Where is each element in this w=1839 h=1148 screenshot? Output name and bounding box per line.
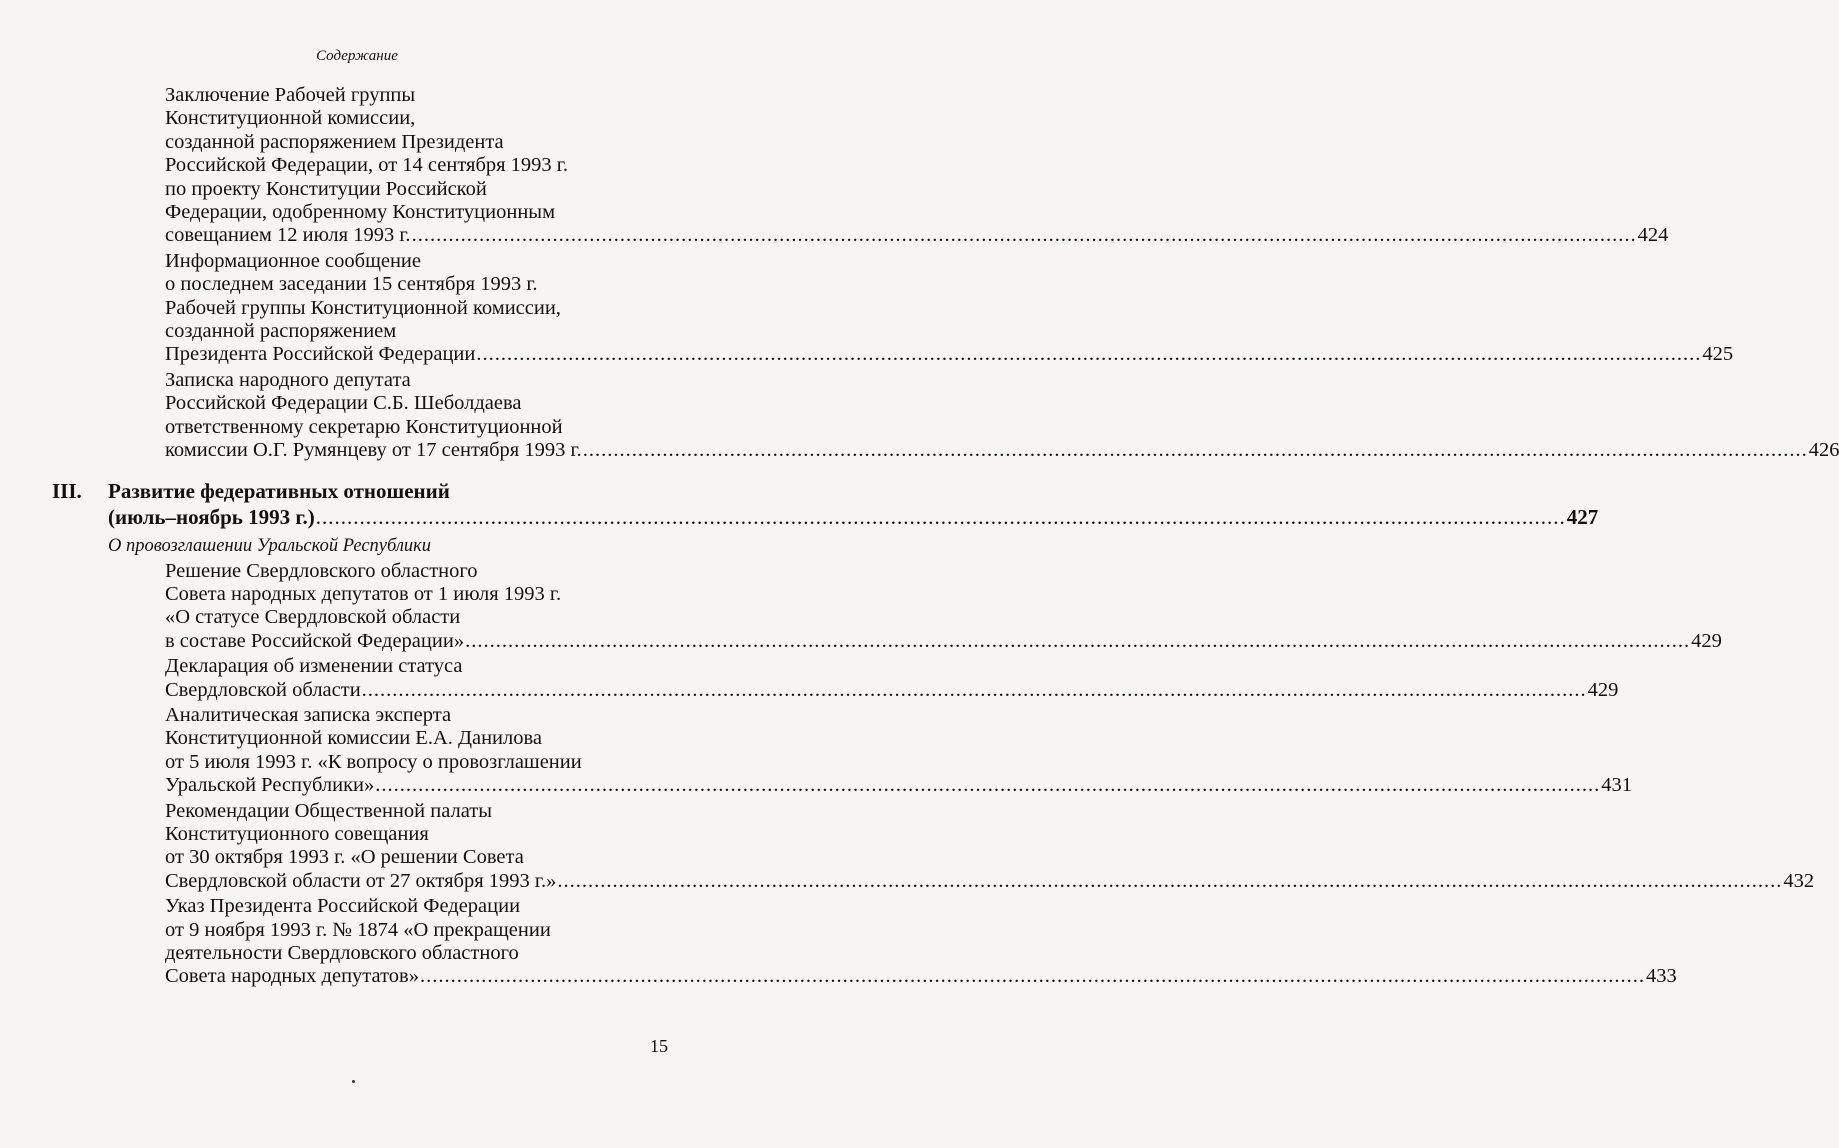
toc-entry-line	[165, 560, 669, 583]
toc-entry-line	[165, 629, 1722, 653]
toc-entry-text: о последнем заседании 15 сентября 1993 г.	[165, 273, 538, 296]
toc-entry-line	[165, 606, 669, 629]
toc-entry-line	[108, 504, 1599, 530]
toc-page-number: 432	[1783, 869, 1815, 892]
toc-entry-text: Президента Российской Федерации	[165, 343, 476, 366]
toc-entry-text: (июль–ноябрь 1993 г.)	[108, 504, 315, 529]
toc-entry-line	[165, 250, 669, 273]
toc-page-number: 427	[1566, 504, 1599, 529]
toc-page-number: 429	[1587, 678, 1619, 701]
toc-entry-line	[165, 201, 669, 224]
toc-page-number: 429	[1691, 629, 1722, 652]
toc-entry[interactable]	[165, 655, 1619, 702]
leader-dots: ........................................................................................................................................................................................................	[476, 343, 1702, 366]
toc-subheading: О провозглашении Уральской Республики	[108, 535, 432, 556]
toc-page-number: 426	[1808, 439, 1839, 462]
toc-entry-text: Декларация об изменении статуса	[165, 655, 463, 678]
toc-entry-line	[165, 84, 669, 107]
toc-entry-line	[165, 895, 669, 918]
toc-entry-text: Развитие федеративных отношений	[108, 478, 450, 503]
toc-entry-line	[165, 369, 669, 392]
toc-page-number: 424	[1637, 224, 1669, 247]
toc-entry-text: Аналитическая записка эксперта	[165, 703, 452, 726]
toc-entry-text: Российской Федерации С.Б. Шеболдаева	[165, 392, 522, 415]
toc-entry-line	[165, 439, 1839, 462]
toc-entry-line	[165, 678, 1619, 702]
toc-entry-text: от 9 ноября 1993 г. № 1874 «О прекращении	[165, 918, 551, 941]
toc-entry-text: Информационное сообщение	[165, 249, 421, 272]
toc-entry-text: созданной распоряжением	[165, 320, 397, 343]
print-speck	[352, 1080, 355, 1083]
toc-entry-line	[165, 583, 669, 606]
toc-entry-line	[165, 800, 669, 823]
toc-entry-text: Заключение Рабочей группы	[165, 84, 416, 106]
section-title	[108, 478, 1599, 530]
table-of-contents	[0, 84, 1839, 989]
toc-entry-line	[165, 846, 669, 869]
leader-dots: ........................................................................................................................................................................................................	[361, 678, 1587, 701]
toc-entry-line	[165, 942, 669, 965]
toc-group-before	[0, 84, 1839, 463]
toc-entry-text: от 5 июля 1993 г. «К вопросу о провозглашении	[165, 750, 582, 773]
leader-dots: ........................................................................................................................................................................................................	[582, 439, 1808, 462]
leader-dots: ........................................................................................................................................................................................................	[419, 965, 1645, 988]
page-number: 15	[650, 1036, 668, 1056]
toc-entry-text: от 30 октября 1993 г. «О решении Совета	[165, 846, 524, 869]
toc-entry-line	[165, 320, 669, 343]
running-title: Содержание	[316, 48, 398, 64]
toc-entry-line	[165, 823, 669, 846]
section-number: III.	[52, 478, 82, 503]
toc-entry-text: Конституционной комиссии,	[165, 107, 416, 130]
toc-entry-line	[165, 751, 669, 774]
toc-entry-line	[165, 131, 669, 154]
toc-entry-text: Свердловской области от 27 октября 1993 г.»	[165, 869, 557, 892]
toc-entry-line	[165, 392, 669, 415]
leader-dots: ........................................................................................................................................................................................................	[375, 774, 1601, 797]
toc-entry-line	[165, 154, 669, 177]
toc-entry-line	[165, 224, 1669, 247]
toc-entry[interactable]	[165, 559, 1722, 654]
toc-entry-text: комиссии О.Г. Румянцеву от 17 сентября 1993 г.	[165, 439, 582, 462]
toc-entry-text: Рекомендации Общественной палаты	[165, 799, 493, 822]
toc-entry-text: «О статусе Свердловской области	[165, 606, 461, 629]
toc-entry-text: Федерации, одобренному Конституционным	[165, 201, 556, 224]
toc-group-after	[0, 559, 1815, 989]
toc-entry-line	[165, 919, 669, 942]
toc-entry-text: совещанием 12 июля 1993 г.	[165, 224, 411, 247]
toc-entry[interactable]	[165, 799, 1815, 894]
toc-entry-text: Решение Свердловского областного	[165, 559, 478, 582]
toc-entry[interactable]	[165, 703, 1633, 798]
toc-entry-text: ответственному секретарю Конституционной	[165, 415, 563, 438]
toc-entry-text: Российской Федерации, от 14 сентября 1993 г.	[165, 154, 569, 177]
toc-entry-line	[165, 343, 1734, 366]
toc-entry-text: по проекту Конституции Российской	[165, 177, 487, 200]
toc-entry-line	[165, 655, 669, 678]
toc-entry-text: созданной распоряжением Президента	[165, 130, 504, 153]
toc-entry-line	[165, 774, 1633, 797]
toc-page-number: 431	[1601, 774, 1633, 797]
toc-entry-line	[108, 478, 669, 504]
toc-entry-text: деятельности Свердловского областного	[165, 942, 519, 964]
toc-entry-text: Конституционной комиссии Е.А. Данилова	[165, 727, 543, 750]
toc-entry-text: в составе Российской Федерации»	[165, 629, 465, 652]
toc-entry-line	[165, 178, 669, 201]
toc-page-number: 433	[1645, 965, 1677, 988]
toc-page-number: 425	[1702, 343, 1734, 366]
toc-entry-line	[165, 965, 1677, 988]
leader-dots: ........................................................................................................................................................................................................	[465, 629, 1691, 652]
leader-dots: ........................................................................................................................................................................................................	[557, 869, 1783, 892]
leader-dots: ........................................................................................................................................................................................................	[411, 224, 1637, 247]
toc-entry[interactable]	[165, 368, 1839, 463]
toc-section-iii[interactable]	[0, 478, 1599, 530]
toc-entry-line	[165, 727, 669, 750]
toc-entry-line	[165, 107, 669, 130]
toc-entry-text: Совета народных депутатов»	[165, 965, 419, 988]
toc-entry-text: Уральской Республики»	[165, 774, 375, 797]
toc-entry-text: Совета народных депутатов от 1 июля 1993 г.	[165, 582, 562, 605]
leader-dots: ........................................................................................................................................................................................................	[315, 504, 1566, 529]
toc-entry-text: Указ Президента Российской Федерации	[165, 895, 521, 918]
toc-entry[interactable]	[165, 249, 1734, 367]
toc-entry-line	[165, 869, 1815, 893]
toc-entry[interactable]	[165, 895, 1677, 989]
toc-entry-line	[165, 704, 669, 727]
toc-entry[interactable]	[165, 84, 1669, 248]
toc-entry-text: Конституционного совещания	[165, 822, 429, 845]
toc-entry-line	[165, 273, 669, 296]
toc-entry-text: Записка народного депутата	[165, 368, 411, 391]
toc-entry-line	[165, 297, 669, 320]
toc-entry-text: Рабочей группы Конституционной комиссии,	[165, 296, 561, 319]
toc-entry-line	[165, 416, 669, 439]
toc-entry-text: Свердловской области	[165, 678, 361, 701]
